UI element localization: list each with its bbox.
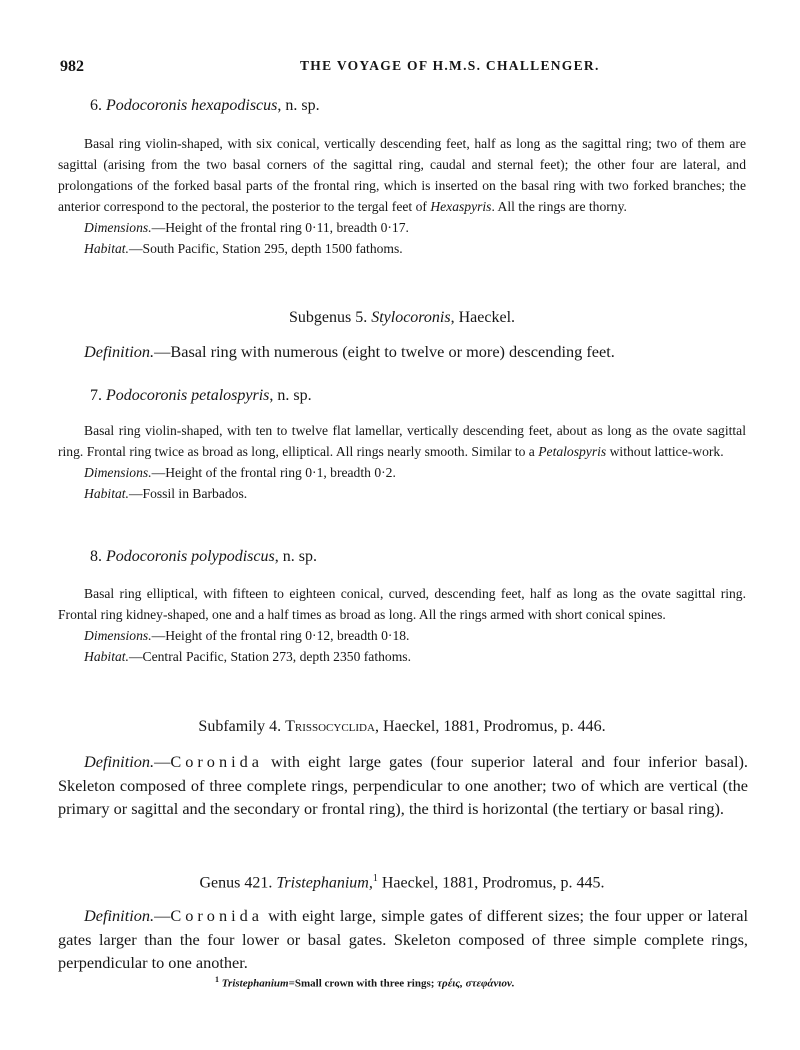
species-6-body — [58, 133, 746, 259]
habitat-line: Habitat.—South Pacific, Station 295, depth 1500 fathoms. — [84, 241, 403, 256]
genus-name: Tristephanium, — [276, 874, 373, 892]
habitat-line: Habitat.—Central Pacific, Station 273, depth 2350 fathoms. — [84, 649, 411, 664]
species-suffix: , n. sp. — [269, 387, 312, 404]
species-description: Basal ring elliptical, with fifteen to eighteen conical, curved, descending feet, half as long as the ovate sagittal ring. Frontal ring kidney-shaped, one and a half times as broad as long. All the rings armed with short conical spines. — [58, 586, 746, 622]
genus-421-definition: Definition.—Coronida with eight large, simple gates of different sizes; the four upper or lateral gates larger than the four lower or basal gates. Skeleton composed of three simple complete rings, perpendicular to one another. — [58, 906, 748, 972]
subfamily-4-definition: Definition.—Coronida with eight large gates (four superior lateral and four inferior basal). Skeleton composed of three complete rings, perpendicular to one another; two of which are vertical (the primary or sagittal and the secondary or frontal ring), the third is horizontal (the tertiary or basal ring). — [58, 752, 748, 818]
taxon-name: Coronida — [170, 752, 263, 771]
footnote-mark: 1 — [215, 975, 219, 984]
species-6-heading — [90, 97, 320, 115]
species-description: Basal ring violin-shaped, with six conical, vertically descending feet, half as long as the sagittal ring; two of them are sagittal (arising from the two basal corners of the sagittal ring, caudal and sternal feet); the other four are lateral, and prolongations of the forked basal parts of the frontal ring, which is inserted on the basal ring with two forked branches; the anterior correspond to the pectoral, the posterior to the tergal feet of Hexaspyris. All the rings are thorny. — [58, 136, 746, 214]
genus-421-heading: Genus 421. Tristephanium,$^1$ Haeckel, 1881, Prodromus, p. 445. — [199, 873, 605, 892]
species-number: 8. — [90, 548, 102, 565]
species-7-heading — [90, 387, 312, 405]
dimensions-line: Dimensions.—Height of the frontal ring 0·1, breadth 0·2. — [84, 465, 396, 480]
genus-reference: Hexaspyris — [430, 199, 492, 214]
species-name: Podocoronis hexapodiscus — [106, 97, 278, 114]
footnote-term: Tristephanium — [221, 977, 289, 990]
subgenus-5-definition: Definition.—Basal ring with numerous (eight to twelve or more) descending feet. — [84, 342, 615, 361]
dimensions-line: Dimensions.—Height of the frontal ring 0·11, breadth 0·17. — [84, 220, 409, 235]
footnote-greek: τρέις, στεφάνιον. — [437, 977, 515, 990]
species-name: Podocoronis petalospyris — [106, 387, 270, 404]
footnote-mark: 1 — [372, 873, 378, 884]
species-number: 6. — [90, 97, 102, 114]
running-head: THE VOYAGE OF H.M.S. CHALLENGER. — [300, 58, 600, 73]
species-suffix: , n. sp. — [277, 97, 320, 114]
species-name: Podocoronis polypodiscus — [106, 548, 275, 565]
page-number: 982 — [60, 58, 84, 75]
species-description: Basal ring violin-shaped, with ten to twelve flat lamellar, vertically descending feet, about as long as the ovate sagittal ring. Frontal ring twice as broad as long, elliptical. All rings nearly smooth. Similar to a Petalospyris without lattice-work. — [58, 423, 746, 459]
species-7-body — [58, 420, 746, 504]
subgenus-name: Stylocoronis — [371, 309, 451, 326]
species-number: 7. — [90, 387, 102, 404]
habitat-line: Habitat.—Fossil in Barbados. — [84, 486, 248, 501]
species-suffix: , n. sp. — [274, 548, 317, 565]
genus-reference: Petalospyris — [538, 444, 607, 459]
subfamily-4-heading: Subfamily 4. Trissocyclida, Haeckel, 1881, Prodromus, p. 446. — [198, 718, 606, 735]
page-header — [60, 58, 752, 80]
subfamily-name: Trissocyclida — [285, 718, 375, 735]
footnote: $^1$ Tristephanium=Small crown with three rings; τρέις, στεφάνιον. — [215, 975, 515, 990]
species-8-heading — [90, 548, 317, 566]
dimensions-line: Dimensions.—Height of the frontal ring 0·12, breadth 0·18. — [84, 628, 410, 643]
taxon-name: Coronida — [170, 906, 263, 925]
subgenus-5-heading: Subgenus 5. Stylocoronis, Haeckel. — [288, 309, 516, 326]
species-8-body — [58, 583, 746, 667]
